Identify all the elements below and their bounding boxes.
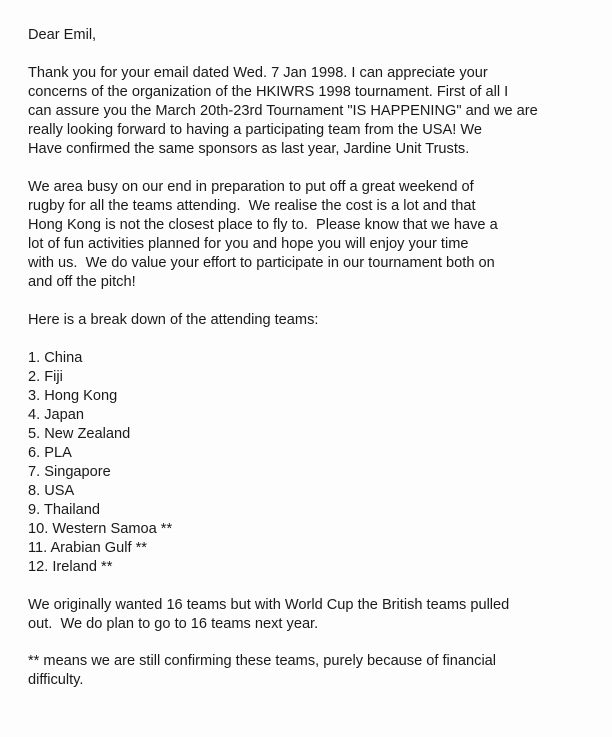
team-list-item: 12. Ireland ** [28, 559, 113, 575]
team-list-item: 7. Singapore [28, 464, 111, 480]
preparation-paragraph [28, 178, 606, 292]
team-list-item: 3. Hong Kong [28, 388, 118, 404]
team-list-item: 8. USA [28, 483, 75, 499]
footnote-line: difficulty. [28, 672, 84, 688]
paragraph-line: really looking forward to having a participating team from the USA! We [28, 122, 482, 138]
paragraph-line: with us. We do value your effort to participate in our tournament both on [28, 255, 495, 271]
paragraph-spacer [28, 634, 606, 652]
team-list-item: 2. Fiji [28, 369, 63, 385]
world-cup-paragraph [28, 596, 606, 634]
team-list-item: 4. Japan [28, 407, 84, 423]
paragraph-spacer [28, 330, 606, 349]
paragraph-line: out. We do plan to go to 16 teams next year. [28, 616, 319, 632]
paragraph-line: We originally wanted 16 teams but with World Cup the British teams pulled [28, 597, 510, 613]
footnote-line: ** means we are still confirming these teams, purely because of financial [28, 653, 497, 669]
paragraph-line: lot of fun activities planned for you and hope you will enjoy your time [28, 236, 469, 252]
team-list-item: 9. Thailand [28, 502, 100, 518]
footnote [28, 652, 606, 690]
team-list [28, 349, 606, 577]
paragraph-line: Hong Kong is not the closest place to fly to. Please know that we have a [28, 217, 498, 233]
paragraph-spacer [28, 577, 606, 596]
letter-body [28, 26, 606, 690]
team-list-item: 10. Western Samoa ** [28, 521, 173, 537]
team-list-item: 6. PLA [28, 445, 72, 461]
salutation: Dear Emil, [28, 27, 97, 43]
team-list-item: 11. Arabian Gulf ** [28, 540, 147, 556]
paragraph-spacer [28, 159, 606, 178]
paragraph-line: Thank you for your email dated Wed. 7 Jan 1998. I can appreciate your [28, 65, 488, 81]
team-list-item: 5. New Zealand [28, 426, 131, 442]
paragraph-line: concerns of the organization of the HKIWRS 1998 tournament. First of all I [28, 84, 509, 100]
team-list-item: 1. China [28, 350, 83, 366]
paragraph-line: Have confirmed the same sponsors as last year, Jardine Unit Trusts. [28, 141, 470, 157]
paragraph-line: and off the pitch! [28, 274, 136, 290]
paragraph-line: We area busy on our end in preparation to put off a great weekend of [28, 179, 474, 195]
paragraph-spacer [28, 292, 606, 311]
teams-intro: Here is a break down of the attending teams: [28, 312, 319, 328]
paragraph-line: can assure you the March 20th-23rd Tournament "IS HAPPENING" and we are [28, 103, 538, 119]
paragraph-line: rugby for all the teams attending. We realise the cost is a lot and that [28, 198, 476, 214]
paragraph-spacer [28, 45, 606, 64]
intro-paragraph [28, 64, 606, 159]
